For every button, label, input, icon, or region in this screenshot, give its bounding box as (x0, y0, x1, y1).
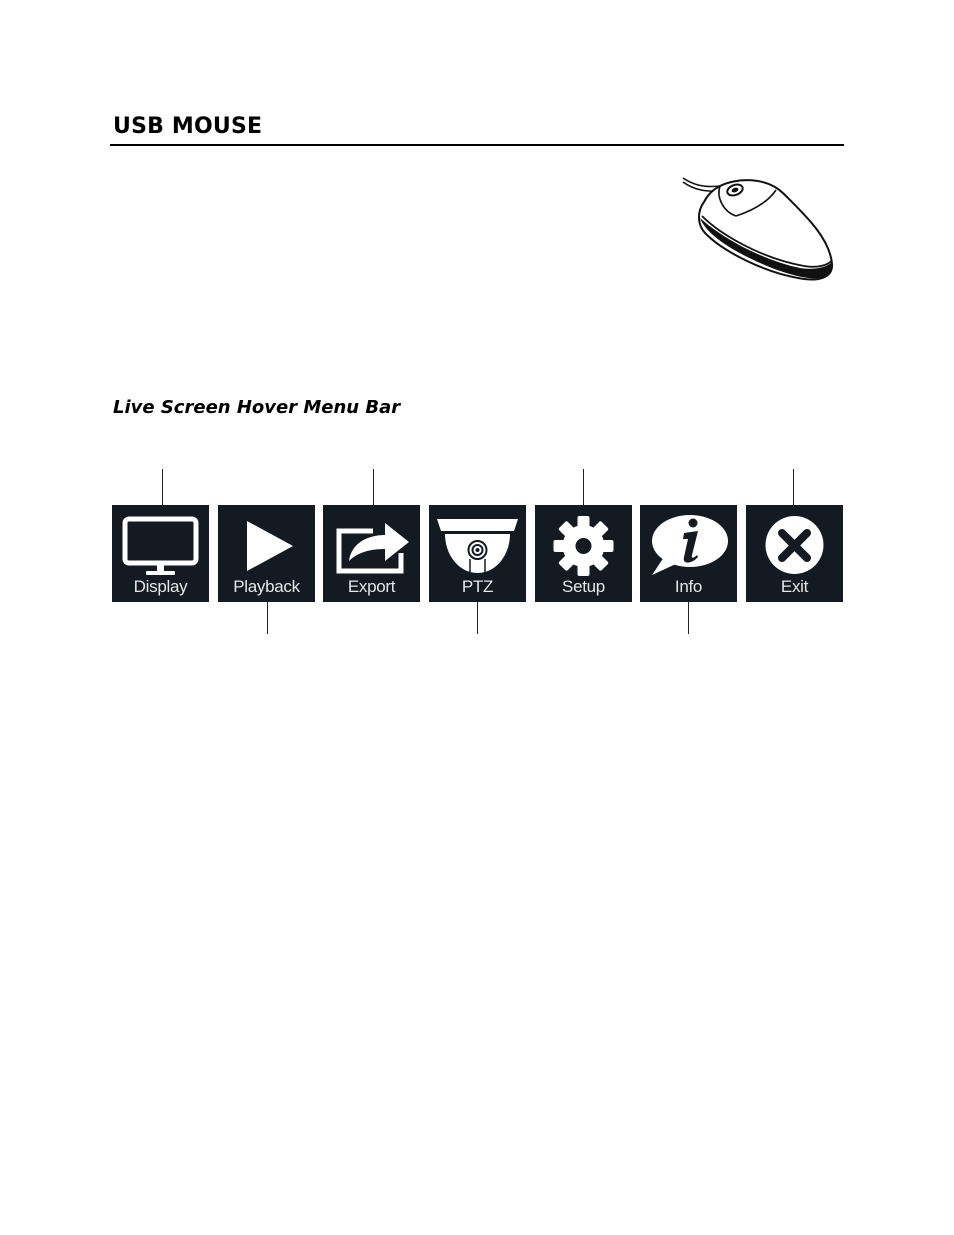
section-title: USB MOUSE (113, 114, 263, 139)
exit-button-label: Exit (780, 577, 809, 596)
setup-button[interactable] (535, 505, 632, 602)
info-button[interactable] (640, 505, 737, 602)
play-icon (218, 511, 315, 577)
callout-line-export (373, 469, 374, 505)
callout-line-display (162, 469, 163, 505)
hover-menu-title: Live Screen Hover Menu Bar (113, 397, 401, 418)
close-icon (746, 511, 843, 577)
callout-line-ptz (477, 602, 478, 634)
info-icon (640, 511, 737, 577)
display-button-label: Display (133, 577, 188, 596)
callout-line-playback (267, 602, 268, 634)
display-button[interactable] (112, 505, 209, 602)
usb-mouse-illustration (680, 172, 840, 284)
info-button-label: Info (674, 577, 703, 596)
export-button-label: Export (347, 577, 396, 596)
playback-button-label: Playback (233, 577, 300, 596)
monitor-icon (112, 511, 209, 577)
ptz-button[interactable] (429, 505, 526, 602)
setup-button-label: Setup (562, 577, 605, 596)
export-icon (323, 511, 420, 577)
playback-button[interactable] (218, 505, 315, 602)
gear-icon (535, 511, 632, 577)
callout-line-setup (583, 469, 584, 505)
callout-line-info (688, 602, 689, 634)
title-rule (110, 144, 844, 146)
export-button[interactable] (323, 505, 420, 602)
dome-camera-icon (429, 511, 526, 577)
ptz-button-label: PTZ (461, 577, 494, 596)
callout-line-exit (793, 469, 794, 505)
exit-button[interactable] (746, 505, 843, 602)
